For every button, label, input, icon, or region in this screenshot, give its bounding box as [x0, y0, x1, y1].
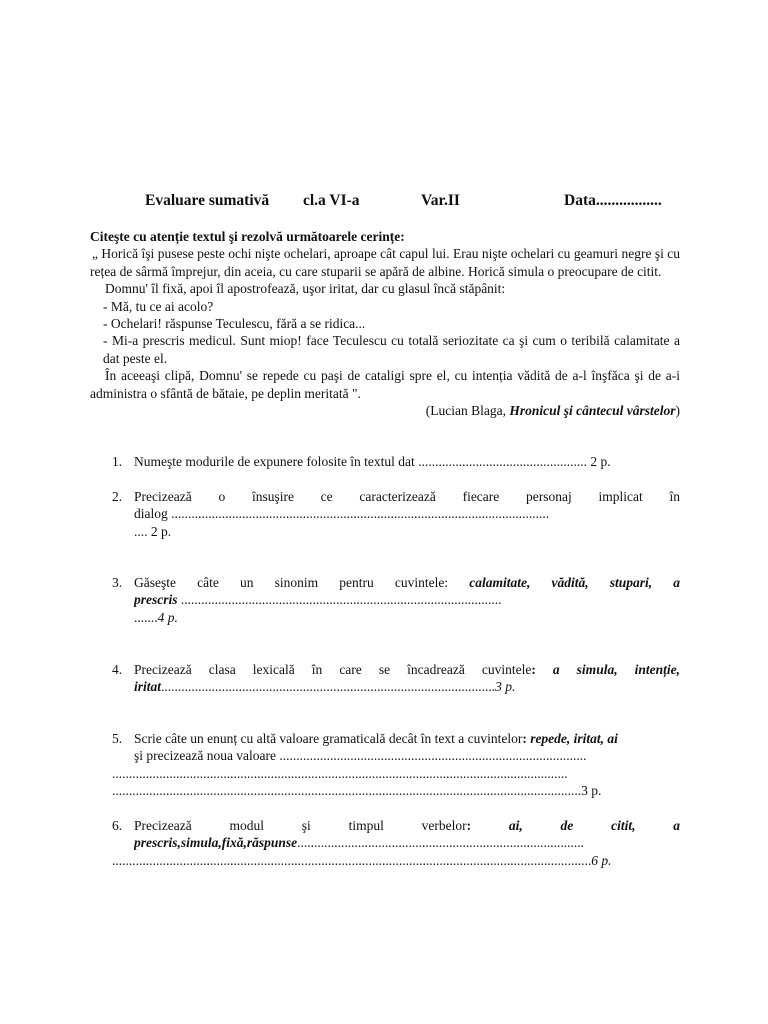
- question-number: 4.: [112, 662, 123, 677]
- dialogue-line-3: - Mi-a prescris medicul. Sunt miop! face Teculescu cu totală seriozitate ca şi cum o teribilă calamitate a dat peste el.: [103, 333, 680, 366]
- answer-line[interactable]: ................................................................................................................: [167, 506, 550, 522]
- answer-line[interactable]: ...............................................................................................: [177, 592, 502, 608]
- question-colon: :: [466, 818, 509, 833]
- question-text: Scrie câte un enunț cu altă valoare gramaticală decât în text a cuvintelor: [134, 731, 523, 746]
- source-close: ): [675, 403, 680, 419]
- answer-line[interactable]: ...................................................................................................: [161, 679, 496, 695]
- question-text: Numeşte modurile de expunere folosite în textul dat: [134, 454, 415, 469]
- question-words-cont: prescris: [134, 592, 178, 608]
- question-number: 6.: [112, 818, 123, 833]
- question-points: 6 p.: [591, 852, 612, 868]
- passage-paragraph-3: În aceeaşi clipă, Domnu' se repede cu paşi de cataligi spre el, cu intenția vădită de a-l înşfăca şi de a-i administra o sfântă de bătaie, pe deplin meritată ".: [90, 368, 680, 401]
- question-text: Precizează o însuşire ce caracterizează fiecare personaj implicat în: [134, 489, 680, 504]
- question-2: [90, 488, 680, 540]
- question-3: [90, 574, 680, 626]
- answer-line[interactable]: .....................................................................................: [297, 835, 585, 851]
- question-words: ai, de citit, a: [508, 818, 680, 833]
- question-points: 3 p.: [495, 679, 516, 695]
- question-text-cont: dialog: [134, 506, 168, 522]
- question-text: Precizează clasa lexicală în care se încadrează cuvintele: [134, 662, 532, 677]
- reading-passage: [90, 228, 680, 419]
- source-author: (Lucian Blaga,: [425, 403, 510, 419]
- question-colon: :: [522, 731, 531, 746]
- question-number: 2.: [112, 489, 123, 504]
- question-number: 5.: [112, 731, 123, 746]
- passage-paragraph-1: „ Horică îşi pusese peste ochi nişte ochelari, aproape cât capul lui. Erau nişte ochelari cu geamuri negre şi cu rețea de sârmă împrejur, din aceia, cu care stuparii se apără de albine. Horică simula o preocupare de citit.: [90, 246, 680, 279]
- question-words-cont: iritat: [134, 679, 162, 695]
- question-words: calamitate, vădită, stupari, a: [469, 575, 681, 590]
- dialogue-line-2: - Ochelari! răspunse Teculescu, fără a se ridica...: [103, 316, 366, 332]
- passage-source: [90, 402, 680, 419]
- question-number: 3.: [112, 575, 123, 590]
- question-colon: :: [531, 662, 553, 677]
- class-label: cl.a VI-a: [303, 192, 360, 209]
- instruction: Citeşte cu atenție textul şi rezolvă următoarele cerințe:: [90, 229, 405, 244]
- answer-line[interactable]: ...........................................................................................: [276, 748, 587, 764]
- question-points: 4 p.: [157, 609, 178, 625]
- answer-line[interactable]: ..................................................: [414, 454, 587, 469]
- source-title: Hronicul şi cântecul vârstelor: [509, 403, 676, 419]
- passage-paragraph-2: Domnu' îl fixă, apoi îl apostrofează, uşor iritat, dar cu glasul încă stăpânit:: [105, 281, 506, 297]
- variant-label: Var.II: [421, 192, 460, 209]
- date-field: Data.................: [564, 192, 662, 209]
- dialogue-line-1: - Mă, tu ce ai acolo?: [103, 298, 214, 314]
- worksheet-header: [90, 192, 680, 212]
- question-5: [90, 730, 680, 800]
- question-words: a simula, intenție,: [552, 662, 680, 677]
- answer-line-2[interactable]: .......................................................................................................................................: [112, 765, 568, 781]
- question-words-cont: prescris,simula,fixă,răspunse: [134, 835, 298, 851]
- question-points: .... 2 p.: [134, 523, 172, 539]
- question-4: [90, 661, 680, 696]
- answer-line-cont[interactable]: .......: [134, 609, 158, 625]
- question-text: Precizează modul şi timpul verbelor: [134, 818, 467, 833]
- question-text-cont: şi precizează noua valoare: [134, 748, 277, 764]
- worksheet-title: Evaluare sumativă: [145, 192, 270, 209]
- question-1: [90, 453, 680, 470]
- answer-line-2[interactable]: ..............................................................................................................................................: [112, 852, 592, 868]
- answer-line-3[interactable]: ...........................................................................................................................................: [112, 783, 582, 799]
- question-6: [90, 817, 680, 869]
- question-points: 3 p.: [581, 783, 602, 799]
- question-points: 2 p.: [586, 454, 611, 469]
- question-text: Găseşte câte un sinonim pentru cuvintele:: [134, 575, 470, 590]
- question-number: 1.: [112, 454, 123, 469]
- question-words: repede, iritat, ai: [530, 731, 618, 746]
